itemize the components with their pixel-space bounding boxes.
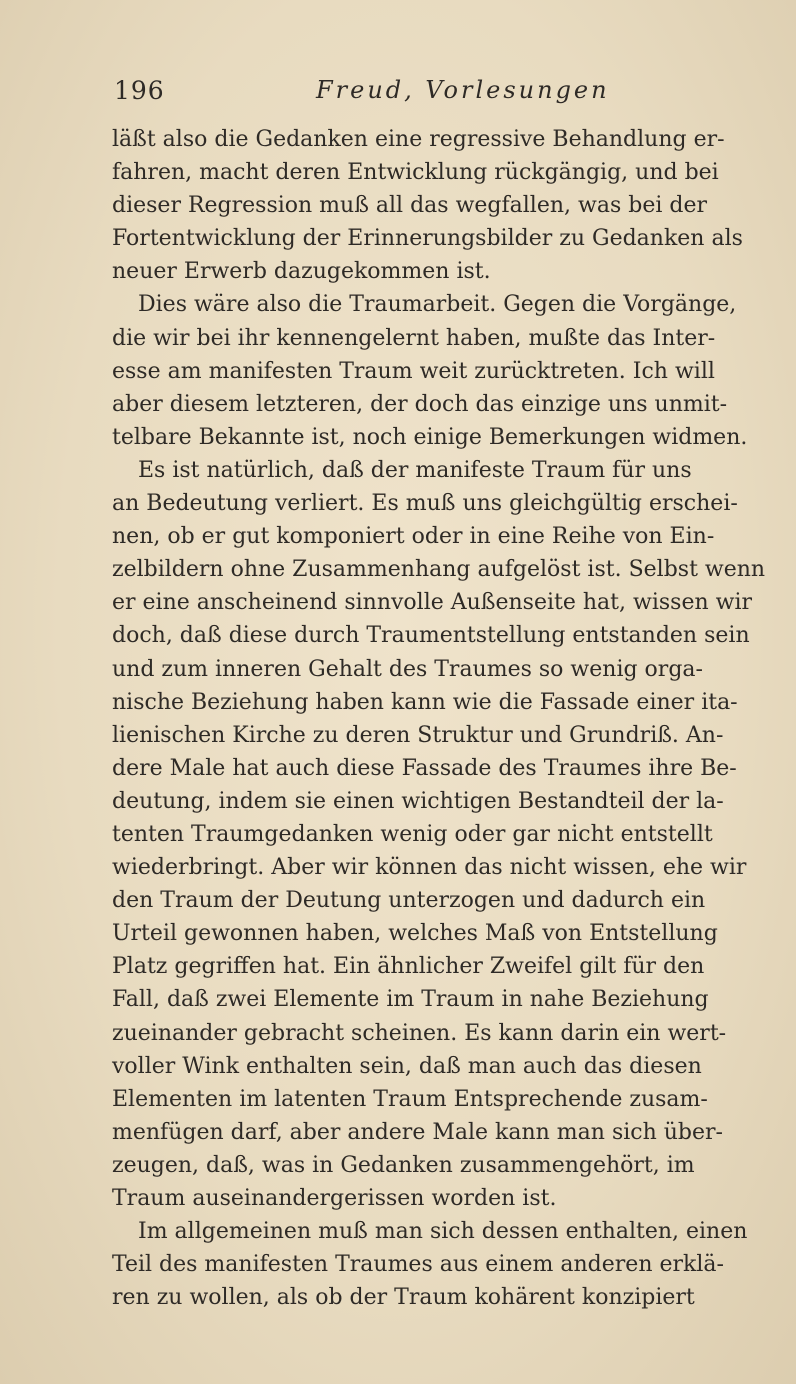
text-line: fahren, macht deren Entwicklung rückgängig, und bei: [112, 160, 719, 186]
text-line: Platz gegriffen hat. Ein ähnlicher Zweifel gilt für den: [112, 954, 705, 980]
text-line: esse am manifesten Traum weit zurücktreten. Ich will: [112, 358, 715, 384]
text-line: tenten Traumgedanken wenig oder gar nicht entstellt: [112, 821, 713, 847]
text-line: dieser Regression muß all das wegfallen, was bei der: [112, 193, 707, 219]
text-line: aber diesem letzteren, der doch das einzige uns unmit-: [112, 391, 728, 417]
running-head: Freud, Vorlesungen: [316, 76, 610, 104]
text-line: Fortentwicklung der Erinnerungsbilder zu Gedanken als: [112, 226, 743, 252]
text-line: und zum inneren Gehalt des Traumes so wenig orga-: [112, 656, 703, 682]
text-line: an Bedeutung verliert. Es muß uns gleichgültig erschei-: [112, 491, 738, 517]
text-line: voller Wink enthalten sein, daß man auch das diesen: [112, 1053, 702, 1079]
text-line: menfügen darf, aber andere Male kann man sich über-: [112, 1119, 723, 1145]
text-line: er eine anscheinend sinnvolle Außenseite hat, wissen wir: [112, 590, 753, 616]
text-line: dere Male hat auch diese Fassade des Traumes ihre Be-: [112, 755, 737, 781]
text-line: nen, ob er gut komponiert oder in eine Reihe von Ein-: [112, 524, 715, 550]
text-line: Es ist natürlich, daß der manifeste Traum für uns: [138, 457, 692, 483]
text-line: Dies wäre also die Traumarbeit. Gegen die Vorgänge,: [138, 292, 737, 318]
text-line: nische Beziehung haben kann wie die Fassade einer ita-: [112, 689, 738, 715]
text-line: neuer Erwerb dazugekommen ist.: [112, 259, 491, 285]
text-line: ren zu wollen, als ob der Traum kohärent konzipiert: [112, 1285, 695, 1311]
text-line: deutung, indem sie einen wichtigen Bestandteil der la-: [112, 788, 724, 814]
text-line: läßt also die Gedanken eine regressive Behandlung er-: [112, 127, 725, 152]
text-line: telbare Bekannte ist, noch einige Bemerkungen widmen.: [112, 424, 748, 450]
body-text: [112, 123, 766, 1314]
text-line: Teil des manifesten Traumes aus einem anderen erklä-: [112, 1252, 724, 1278]
text-line: wiederbringt. Aber wir können das nicht wissen, ehe wir: [112, 855, 747, 881]
text-line: Im allgemeinen muß man sich dessen enthalten, einen: [138, 1219, 748, 1245]
text-line: Traum auseinandergerissen worden ist.: [112, 1186, 557, 1211]
text-line: zelbildern ohne Zusammenhang aufgelöst ist. Selbst wenn: [112, 557, 766, 583]
page-number: 196: [114, 76, 165, 105]
text-line: zueinander gebracht scheinen. Es kann darin ein wert-: [112, 1020, 727, 1046]
text-line: die wir bei ihr kennengelernt haben, mußte das Inter-: [112, 325, 716, 351]
text-line: Elementen im latenten Traum Entsprechende zusam-: [112, 1086, 708, 1112]
text-line: Urteil gewonnen haben, welches Maß von Entstellung: [112, 921, 718, 947]
text-line: zeugen, daß, was in Gedanken zusammengehört, im: [112, 1152, 695, 1178]
page-header: [114, 76, 674, 116]
text-line: den Traum der Deutung unterzogen und dadurch ein: [112, 888, 706, 914]
text-line: doch, daß diese durch Traumentstellung entstanden sein: [112, 623, 750, 649]
text-line: lienischen Kirche zu deren Struktur und Grundriß. An-: [112, 722, 724, 748]
text-line: Fall, daß zwei Elemente im Traum in nahe Beziehung: [112, 987, 709, 1013]
